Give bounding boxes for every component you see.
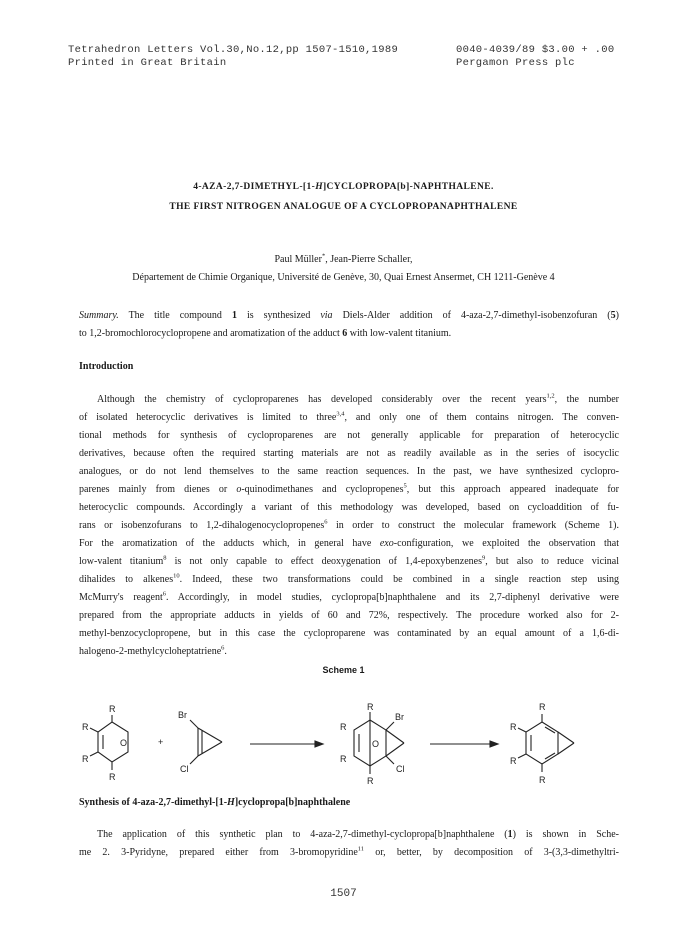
scheme2-paragraph	[79, 826, 619, 862]
substituent-r: R	[539, 775, 546, 785]
text-run: ) is shown in Sche-	[512, 829, 619, 840]
text-run: -configuration, we exploited the observation that	[393, 538, 619, 549]
reaction-arrow	[250, 741, 323, 747]
paragraph-line	[79, 826, 619, 844]
title-part: 4-AZA-2,7-DIMETHYL-[1-	[193, 182, 316, 192]
bond	[386, 722, 394, 730]
text-run: , but also to reduce vicinal	[485, 556, 620, 567]
substituent-r: R	[82, 754, 89, 764]
bond	[386, 730, 404, 743]
text-run: . Indeed, these two transformations could be combined in a single reaction step using	[179, 574, 619, 585]
text-run: McMurry's reagent	[79, 592, 163, 603]
text-run: is not only capable to effect deoxygenation of 1,4-epoxybenzenes	[166, 556, 483, 567]
paragraph-line	[79, 643, 619, 661]
substituent-r: R	[340, 754, 347, 764]
adduct-structure	[340, 702, 405, 786]
paragraph-line	[79, 409, 619, 427]
paragraph-line	[79, 517, 619, 535]
summary-line	[79, 307, 619, 325]
issn-price-line: 0040-4039/89 $3.00 + .00	[456, 44, 615, 56]
paragraph-line: tional methods for synthesis of cycloproparenes are not generally applicable for preparation of heterocyclic	[79, 430, 619, 441]
plus-sign: +	[158, 737, 164, 747]
reference-superscript: 6	[162, 590, 167, 598]
page-number: 1507	[330, 888, 357, 900]
furan-structure	[82, 704, 128, 782]
text-run: in order to construct the molecular framework (Scheme 1).	[327, 520, 619, 531]
oxygen-label: O	[120, 738, 128, 748]
title-part: ]CYCLOPROPA[b]-NAPHTHALENE.	[322, 182, 494, 192]
text-run: -quinodimethanes and cyclopropenes	[241, 484, 404, 495]
article-title-line2: THE FIRST NITROGEN ANALOGUE OF A CYCLOPROPANAPHTHALENE	[169, 202, 518, 212]
text-run: The title compound	[118, 310, 232, 321]
printed-line: Printed in Great Britain	[68, 57, 227, 69]
reference-superscript: 5	[403, 482, 407, 490]
caption-part: Synthesis of 4-aza-2,7-dimethyl-[1-	[79, 797, 228, 808]
substituent-r: R	[510, 722, 517, 732]
text-run: . Accordingly, in model studies, cyclopropa[b]naphthalene and its 2,7-diphenyl derivative were	[166, 592, 619, 603]
compound-number: 5	[610, 310, 616, 321]
text-run: , the number	[554, 394, 619, 405]
bond	[190, 756, 198, 764]
citation-line: Tetrahedron Letters Vol.30,No.12,pp 1507-1510,1989	[68, 44, 399, 56]
paragraph-line	[79, 535, 619, 553]
text-run: For the aromatization of the adducts which, in general have	[79, 538, 380, 549]
chlorine-label: Cl	[396, 764, 405, 774]
author-list	[0, 254, 687, 265]
scheme-label: Scheme 1	[322, 665, 365, 675]
double-bond	[545, 727, 555, 733]
bond	[558, 732, 574, 743]
product-structure	[510, 702, 574, 785]
text-run: .	[224, 646, 227, 657]
compound-number: 1	[231, 310, 237, 321]
text-run: low-valent titanium	[79, 556, 164, 567]
reference-superscript: 10	[173, 572, 180, 580]
author-name: Paul Müller	[274, 254, 322, 265]
bond	[386, 756, 394, 764]
reference-superscript: 6	[221, 644, 225, 652]
publisher-info	[456, 44, 614, 70]
reference-superscript: 9	[482, 554, 486, 562]
substituent-r: R	[340, 722, 347, 732]
paragraph-line: derivatives, because often the required starting materials are not as readily available as in the series of isocyclic	[79, 448, 619, 459]
paragraph-line	[79, 553, 619, 571]
compound-number: 6	[342, 328, 348, 339]
text-run: , and only one of them contains nitrogen. The conven-	[344, 412, 619, 423]
text-run: , but this approach appeared inadequate for	[406, 484, 619, 495]
bromine-label: Br	[395, 712, 404, 722]
bond	[386, 743, 404, 756]
bond	[90, 728, 98, 732]
substituent-r: R	[539, 702, 546, 712]
reference-superscript: 1,2	[546, 392, 555, 400]
oxygen-label: O	[372, 739, 380, 749]
scheme-caption	[79, 797, 350, 808]
text-run: Although the chemistry of cycloproparenes has developed considerably over the recent years	[97, 394, 547, 405]
paragraph-line: analogues, or do not lend themselves to the same reaction sequences. In the past, we have synthesized cyclopro-	[79, 466, 619, 477]
text-run: to 1,2-bromochlorocyclopropene and aromatization of the adduct	[79, 328, 343, 339]
cyclopropene-structure	[178, 710, 222, 774]
summary-label: Summary.	[79, 310, 119, 321]
text-run: dihalides to alkenes	[79, 574, 174, 585]
journal-citation	[68, 44, 398, 70]
bond	[558, 743, 574, 754]
publisher-line: Pergamon Press plc	[456, 57, 575, 69]
substituent-r: R	[367, 702, 374, 712]
title-italic-h: H	[315, 182, 323, 192]
substituent-r: R	[82, 722, 89, 732]
summary-line	[79, 325, 619, 343]
substituent-r: R	[109, 704, 116, 714]
chlorine-label: Cl	[180, 764, 189, 774]
affiliation: Département de Chimie Organique, Université de Genève, 30, Quai Ernest Ansermet, CH 1211-Genève 4	[132, 272, 555, 283]
substituent-r: R	[367, 776, 374, 786]
reference-superscript: 3,4	[336, 410, 345, 418]
substituent-r: R	[109, 772, 116, 782]
text-italic: via	[320, 310, 333, 321]
text-run: with low-valent titanium.	[347, 328, 452, 339]
text-run: rans or isobenzofurans to 1,2-dihalogenocyclopropenes	[79, 520, 325, 531]
text-run: of isolated heterocyclic derivatives is limited to three	[79, 412, 337, 423]
corresponding-mark: *	[321, 252, 326, 260]
double-bond	[545, 753, 555, 759]
paragraph-line	[79, 481, 619, 499]
substituent-r: R	[510, 756, 517, 766]
compound-number: 1	[507, 829, 513, 840]
bond	[518, 754, 526, 758]
text-italic: o	[236, 484, 242, 495]
paragraph-line: heterocyclic compounds. Accordingly a variant of this methodology was developed, based on cycloaddition of fu-	[79, 502, 619, 513]
text-run: Diels-Alder addition of 4-aza-2,7-dimethyl-isobenzofuran (	[332, 310, 611, 321]
reference-superscript: 6	[324, 518, 328, 526]
reaction-scheme	[70, 700, 630, 792]
introduction-heading: Introduction	[79, 361, 134, 372]
paragraph-line	[79, 571, 619, 589]
paragraph-line	[79, 589, 619, 607]
text-run: or, better, by decomposition of 3-(3,3-dimethyltri-	[364, 847, 619, 858]
caption-part: ]cyclopropa[b]naphthalene	[234, 797, 351, 808]
reference-superscript: 8	[163, 554, 167, 562]
reference-superscript: 11	[357, 845, 365, 853]
article-title-line1	[0, 182, 687, 192]
text-run: halogeno-2-methylcycloheptatriene	[79, 646, 222, 657]
caption-italic-h: H	[227, 797, 235, 808]
bond	[190, 720, 198, 728]
bromine-label: Br	[178, 710, 187, 720]
text-run: The application of this synthetic plan to 4-aza-2,7-dimethyl-cyclopropa[b]naphthalene (	[97, 829, 508, 840]
text-run: parenes mainly from dienes or	[79, 484, 237, 495]
text-italic: exo	[379, 538, 394, 549]
text-run: me 2. 3-Pyridyne, prepared either from 3-bromopyridine	[79, 847, 358, 858]
paragraph-line: methyl-benzocyclopropene, but in this case the cycloproparene was contaminated by an equal amount of a 1,6-di-	[79, 628, 619, 639]
introduction-paragraph	[79, 391, 619, 661]
bond	[518, 728, 526, 732]
text-run: )	[615, 310, 619, 321]
author-name: , Jean-Pierre Schaller,	[325, 254, 413, 265]
bond	[90, 752, 98, 756]
paragraph-line: prepared from the appropriate adducts in yields of 60 and 72%, respectively. The procedure worked also for 2-	[79, 610, 619, 621]
paragraph-line	[79, 844, 619, 862]
text-run: is synthesized	[236, 310, 321, 321]
arrow-head	[315, 741, 323, 747]
arrow-head	[490, 741, 498, 747]
summary	[79, 307, 619, 343]
paragraph-line	[79, 391, 619, 409]
reaction-arrow	[430, 741, 498, 747]
